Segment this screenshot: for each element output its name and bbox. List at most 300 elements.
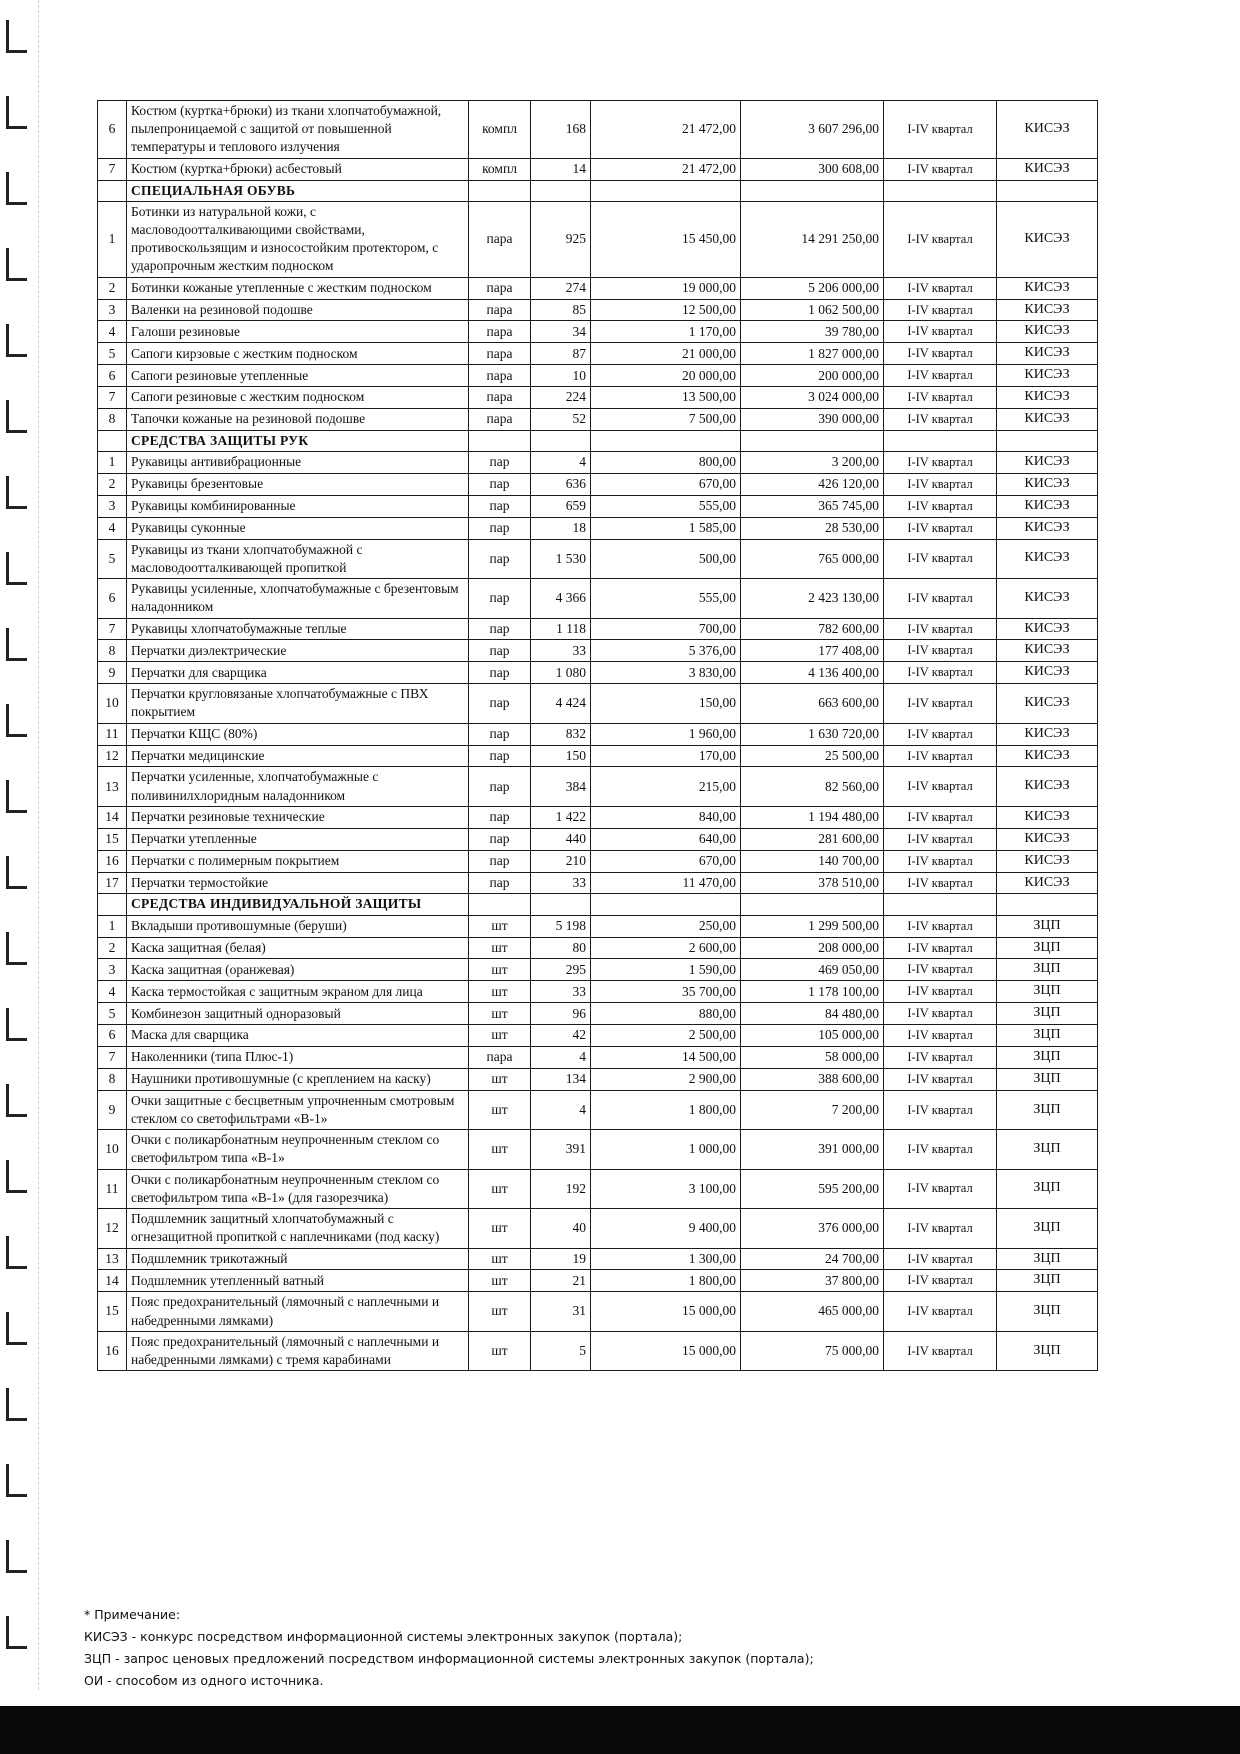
cell-period: I-IV квартал [884,959,997,981]
section-header-row [98,430,1098,451]
cell-unit: шт [469,1090,531,1129]
cell-name: Рукавицы антивибрационные [127,452,469,474]
cell-no [98,180,127,201]
cell-qty: 832 [531,723,591,745]
cell-qty: 295 [531,959,591,981]
cell-unit: пар [469,684,531,723]
cell-name: Сапоги резиновые утепленные [127,365,469,387]
cell-period: I-IV квартал [884,723,997,745]
cell-qty: 33 [531,872,591,894]
cell-qty: 18 [531,517,591,539]
cell-period: I-IV квартал [884,343,997,365]
cell-no: 15 [98,828,127,850]
cell-method: КИСЭЗ [997,723,1098,745]
cell-sum: 3 200,00 [741,452,884,474]
cell-name: Пояс предохранительный (лямочный с наплечными и набедренными лямками) [127,1292,469,1331]
table-row [98,662,1098,684]
cell-period: I-IV квартал [884,1068,997,1090]
binding-mark [6,172,27,205]
cell-method: ЗЦП [997,1046,1098,1068]
cell-method: КИСЭЗ [997,452,1098,474]
cell-unit: пара [469,408,531,430]
cell-sum: 24 700,00 [741,1248,884,1270]
cell-price: 1 300,00 [591,1248,741,1270]
binding-mark [6,1084,27,1117]
cell-period: I-IV квартал [884,828,997,850]
cell-no: 2 [98,277,127,299]
cell-period: I-IV квартал [884,767,997,806]
table-row [98,767,1098,806]
binding-mark [6,780,27,813]
table-row [98,408,1098,430]
cell-price: 12 500,00 [591,299,741,321]
cell-unit: пар [469,640,531,662]
cell-period: I-IV квартал [884,981,997,1003]
cell-method: ЗЦП [997,1068,1098,1090]
cell-unit: пара [469,1046,531,1068]
cell-no: 3 [98,959,127,981]
cell-name: Костюм (куртка+брюки) асбестовый [127,158,469,180]
binding-mark [6,1616,27,1649]
binding-mark [6,856,27,889]
cell-price: 3 830,00 [591,662,741,684]
cell-no: 8 [98,408,127,430]
notes-block [84,1604,1184,1692]
cell-qty: 5 198 [531,915,591,937]
cell-sum: 39 780,00 [741,321,884,343]
cell-sum: 7 200,00 [741,1090,884,1129]
cell-price: 20 000,00 [591,365,741,387]
cell-no [98,894,127,915]
cell-sum: 1 827 000,00 [741,343,884,365]
cell-sum: 2 423 130,00 [741,579,884,618]
table-row [98,517,1098,539]
cell-sum: 177 408,00 [741,640,884,662]
table-row [98,365,1098,387]
cell-name: Рукавицы из ткани хлопчатобумажной с масловодоотталкивающей пропиткой [127,539,469,578]
cell-unit: пар [469,806,531,828]
table-row [98,806,1098,828]
cell-price: 670,00 [591,850,741,872]
binding-mark [6,20,27,53]
cell-unit: шт [469,1003,531,1025]
cell-price: 7 500,00 [591,408,741,430]
cell-unit: шт [469,1331,531,1370]
cell-no: 7 [98,387,127,409]
cell-qty: 19 [531,1248,591,1270]
cell-method: ЗЦП [997,1003,1098,1025]
cell-sum: 391 000,00 [741,1130,884,1169]
cell-qty: 52 [531,408,591,430]
cell-name: СРЕДСТВА ЗАЩИТЫ РУК [127,430,469,451]
scan-bottom-edge [0,1706,1240,1754]
cell-method: ЗЦП [997,981,1098,1003]
table-row [98,452,1098,474]
cell-unit: пар [469,850,531,872]
cell-no: 9 [98,662,127,684]
binding-mark [6,248,27,281]
cell-sum: 37 800,00 [741,1270,884,1292]
cell-method: ЗЦП [997,1130,1098,1169]
cell-method: КИСЭЗ [997,158,1098,180]
cell-price: 2 500,00 [591,1025,741,1047]
table-row [98,723,1098,745]
cell-period: I-IV квартал [884,1130,997,1169]
binding-mark [6,96,27,129]
cell-qty: 14 [531,158,591,180]
table-row [98,872,1098,894]
table-row [98,828,1098,850]
table-row [98,937,1098,959]
cell-price: 250,00 [591,915,741,937]
cell-price: 150,00 [591,684,741,723]
cell-no: 6 [98,101,127,159]
cell-period: I-IV квартал [884,684,997,723]
cell-period: I-IV квартал [884,101,997,159]
cell-no: 5 [98,343,127,365]
cell-method: КИСЭЗ [997,408,1098,430]
cell-unit: пар [469,662,531,684]
cell-period: I-IV квартал [884,915,997,937]
cell-price: 21 472,00 [591,158,741,180]
cell-price: 1 800,00 [591,1090,741,1129]
table-row [98,640,1098,662]
cell-period: I-IV квартал [884,872,997,894]
cell-sum: 3 024 000,00 [741,387,884,409]
note-line: ЗЦП - запрос ценовых предложений посредством информационной системы электронных закупок (портала); [84,1651,814,1666]
cell-unit: пара [469,387,531,409]
table-row [98,1209,1098,1248]
table-row [98,387,1098,409]
cell-price: 15 000,00 [591,1331,741,1370]
cell-name: Рукавицы брезентовые [127,473,469,495]
cell-sum [741,894,884,915]
table-row [98,101,1098,159]
cell-price: 11 470,00 [591,872,741,894]
cell-unit [469,180,531,201]
cell-sum: 1 194 480,00 [741,806,884,828]
cell-qty: 1 530 [531,539,591,578]
cell-method: КИСЭЗ [997,101,1098,159]
cell-qty: 85 [531,299,591,321]
cell-no: 15 [98,1292,127,1331]
procurement-table [97,100,1098,1371]
cell-no: 13 [98,767,127,806]
table-row [98,473,1098,495]
cell-no: 11 [98,723,127,745]
cell-no: 11 [98,1169,127,1208]
cell-price: 13 500,00 [591,387,741,409]
cell-method: ЗЦП [997,1270,1098,1292]
cell-name: Рукавицы усиленные, хлопчатобумажные с брезентовым наладонником [127,579,469,618]
cell-no: 3 [98,495,127,517]
cell-qty: 224 [531,387,591,409]
cell-no [98,430,127,451]
cell-name: Каска защитная (белая) [127,937,469,959]
cell-qty: 440 [531,828,591,850]
cell-unit: компл [469,101,531,159]
cell-method: КИСЭЗ [997,579,1098,618]
binding-mark [6,704,27,737]
cell-unit: пар [469,517,531,539]
table-row [98,158,1098,180]
cell-name: Вкладыши противошумные (беруши) [127,915,469,937]
cell-name: Маска для сварщика [127,1025,469,1047]
cell-name: Очки с поликарбонатным неупрочненным стеклом со светофильтром типа «В-1» [127,1130,469,1169]
cell-qty: 192 [531,1169,591,1208]
cell-sum: 765 000,00 [741,539,884,578]
cell-unit: пара [469,299,531,321]
cell-price: 5 376,00 [591,640,741,662]
cell-period: I-IV квартал [884,452,997,474]
cell-period: I-IV квартал [884,473,997,495]
cell-price: 700,00 [591,618,741,640]
table-row [98,745,1098,767]
cell-name: Перчатки КЩС (80%) [127,723,469,745]
cell-period: I-IV квартал [884,365,997,387]
binding-mark [6,552,27,585]
cell-price: 1 000,00 [591,1130,741,1169]
cell-qty [531,430,591,451]
cell-qty: 210 [531,850,591,872]
cell-price: 800,00 [591,452,741,474]
cell-method: ЗЦП [997,1292,1098,1331]
cell-qty: 4 [531,1090,591,1129]
table-row [98,299,1098,321]
cell-sum: 208 000,00 [741,937,884,959]
cell-qty: 4 424 [531,684,591,723]
cell-price: 35 700,00 [591,981,741,1003]
cell-name: Перчатки термостойкие [127,872,469,894]
cell-no: 8 [98,640,127,662]
binding-mark [6,400,27,433]
cell-name: Подшлемник трикотажный [127,1248,469,1270]
cell-period: I-IV квартал [884,1169,997,1208]
cell-price: 21 472,00 [591,101,741,159]
cell-name: СПЕЦИАЛЬНАЯ ОБУВЬ [127,180,469,201]
cell-method: КИСЭЗ [997,662,1098,684]
cell-method [997,430,1098,451]
cell-method: КИСЭЗ [997,343,1098,365]
cell-price: 2 600,00 [591,937,741,959]
cell-method: ЗЦП [997,1025,1098,1047]
cell-name: Наушники противошумные (с креплением на каску) [127,1068,469,1090]
cell-method: ЗЦП [997,1169,1098,1208]
cell-name: Тапочки кожаные на резиновой подошве [127,408,469,430]
cell-name: Очки защитные с бесцветным упрочненным смотровым стеклом со светофильтрами «В-1» [127,1090,469,1129]
cell-method: КИСЭЗ [997,745,1098,767]
cell-period: I-IV квартал [884,1046,997,1068]
cell-name: Пояс предохранительный (лямочный с наплечными и набедренными лямками) с тремя карабинами [127,1331,469,1370]
cell-price: 170,00 [591,745,741,767]
cell-name: Перчатки для сварщика [127,662,469,684]
cell-sum: 75 000,00 [741,1331,884,1370]
cell-name: Рукавицы комбинированные [127,495,469,517]
cell-unit: пар [469,579,531,618]
cell-name: Ботинки кожаные утепленные с жестким подноском [127,277,469,299]
cell-sum [741,430,884,451]
cell-sum: 1 062 500,00 [741,299,884,321]
cell-qty: 33 [531,640,591,662]
cell-price: 840,00 [591,806,741,828]
cell-period [884,180,997,201]
cell-qty: 659 [531,495,591,517]
cell-unit: пар [469,495,531,517]
table-row [98,1003,1098,1025]
cell-method: КИСЭЗ [997,850,1098,872]
cell-method: КИСЭЗ [997,495,1098,517]
cell-method: ЗЦП [997,1209,1098,1248]
cell-unit: пара [469,201,531,277]
cell-method: КИСЭЗ [997,539,1098,578]
cell-price: 640,00 [591,828,741,850]
cell-period: I-IV квартал [884,618,997,640]
binding-mark [6,1388,27,1421]
cell-price: 1 800,00 [591,1270,741,1292]
cell-period: I-IV квартал [884,1025,997,1047]
cell-unit: шт [469,959,531,981]
cell-qty: 1 118 [531,618,591,640]
cell-sum: 300 608,00 [741,158,884,180]
cell-no: 5 [98,1003,127,1025]
cell-period [884,430,997,451]
cell-name: Перчатки кругловязаные хлопчатобумажные с ПВХ покрытием [127,684,469,723]
cell-no: 7 [98,1046,127,1068]
cell-price: 1 590,00 [591,959,741,981]
cell-period: I-IV квартал [884,662,997,684]
cell-no: 1 [98,452,127,474]
cell-no: 8 [98,1068,127,1090]
cell-name: Комбинезон защитный одноразовый [127,1003,469,1025]
binding-mark [6,1312,27,1345]
cell-no: 12 [98,1209,127,1248]
cell-sum: 82 560,00 [741,767,884,806]
cell-period: I-IV квартал [884,806,997,828]
cell-method: КИСЭЗ [997,517,1098,539]
cell-sum: 426 120,00 [741,473,884,495]
cell-method [997,180,1098,201]
cell-sum: 58 000,00 [741,1046,884,1068]
cell-unit: пар [469,828,531,850]
cell-price [591,894,741,915]
cell-unit: пара [469,343,531,365]
cell-period: I-IV квартал [884,1248,997,1270]
cell-period: I-IV квартал [884,640,997,662]
binding-edge [0,0,39,1690]
cell-period: I-IV квартал [884,201,997,277]
cell-unit: пар [469,745,531,767]
cell-price: 1 960,00 [591,723,741,745]
cell-period: I-IV квартал [884,495,997,517]
cell-name: Каска термостойкая с защитным экраном для лица [127,981,469,1003]
cell-no: 1 [98,201,127,277]
cell-no: 7 [98,158,127,180]
cell-sum: 5 206 000,00 [741,277,884,299]
cell-sum: 281 600,00 [741,828,884,850]
cell-no: 6 [98,1025,127,1047]
cell-period: I-IV квартал [884,277,997,299]
table-row [98,495,1098,517]
cell-sum: 1 630 720,00 [741,723,884,745]
cell-unit: компл [469,158,531,180]
cell-period [884,894,997,915]
table-row [98,1046,1098,1068]
cell-method: ЗЦП [997,1090,1098,1129]
cell-name: СРЕДСТВА ИНДИВИДУАЛЬНОЙ ЗАЩИТЫ [127,894,469,915]
cell-sum: 365 745,00 [741,495,884,517]
cell-period: I-IV квартал [884,1331,997,1370]
table-row [98,1068,1098,1090]
cell-unit: пар [469,618,531,640]
cell-method: ЗЦП [997,937,1098,959]
cell-method: ЗЦП [997,1331,1098,1370]
table-row [98,915,1098,937]
cell-method: КИСЭЗ [997,277,1098,299]
cell-sum: 390 000,00 [741,408,884,430]
cell-qty: 10 [531,365,591,387]
cell-period: I-IV квартал [884,408,997,430]
cell-name: Перчатки медицинские [127,745,469,767]
cell-unit: шт [469,1248,531,1270]
cell-price: 1 585,00 [591,517,741,539]
cell-price: 880,00 [591,1003,741,1025]
cell-name: Рукавицы суконные [127,517,469,539]
cell-unit: шт [469,937,531,959]
cell-method: КИСЭЗ [997,201,1098,277]
binding-mark [6,324,27,357]
table-row [98,343,1098,365]
cell-method: КИСЭЗ [997,640,1098,662]
cell-method: КИСЭЗ [997,684,1098,723]
cell-qty: 150 [531,745,591,767]
cell-name: Каска защитная (оранжевая) [127,959,469,981]
cell-name: Перчатки усиленные, хлопчатобумажные с поливинилхлоридным наладонником [127,767,469,806]
cell-unit [469,894,531,915]
cell-no: 10 [98,1130,127,1169]
cell-unit: пара [469,321,531,343]
cell-period: I-IV квартал [884,517,997,539]
cell-no: 10 [98,684,127,723]
binding-mark [6,1540,27,1573]
cell-period: I-IV квартал [884,1090,997,1129]
note-line: КИСЭЗ - конкурс посредством информационной системы электронных закупок (портала); [84,1629,683,1644]
cell-sum: 1 178 100,00 [741,981,884,1003]
cell-period: I-IV квартал [884,850,997,872]
binding-mark [6,1160,27,1193]
cell-name: Перчатки утепленные [127,828,469,850]
table-row [98,959,1098,981]
cell-qty: 31 [531,1292,591,1331]
cell-qty: 34 [531,321,591,343]
table-row [98,201,1098,277]
cell-no: 4 [98,321,127,343]
cell-sum: 84 480,00 [741,1003,884,1025]
table-row [98,579,1098,618]
cell-name: Перчатки с полимерным покрытием [127,850,469,872]
cell-method: КИСЭЗ [997,365,1098,387]
cell-sum: 140 700,00 [741,850,884,872]
table-row [98,850,1098,872]
cell-unit [469,430,531,451]
cell-qty: 42 [531,1025,591,1047]
cell-sum: 663 600,00 [741,684,884,723]
cell-sum: 200 000,00 [741,365,884,387]
cell-name: Наколенники (типа Плюс-1) [127,1046,469,1068]
cell-unit: шт [469,1169,531,1208]
cell-qty: 1 422 [531,806,591,828]
table-row [98,1090,1098,1129]
table-row [98,1292,1098,1331]
